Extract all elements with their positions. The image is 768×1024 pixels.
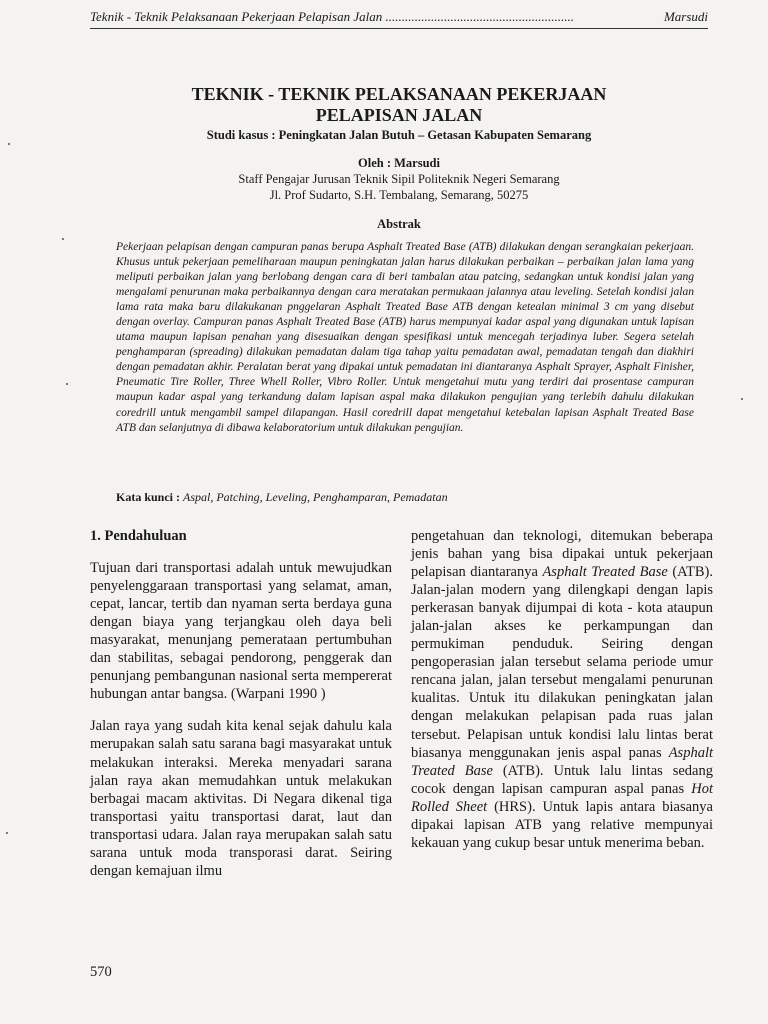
left-column bbox=[90, 527, 392, 894]
running-header-author: Marsudi bbox=[663, 9, 708, 24]
scan-speck bbox=[741, 398, 743, 400]
italic-term: Hot Rolled Sheet bbox=[411, 780, 713, 815]
text-run: (HRS). Untuk lapis antara biasanya dipakai lapisan ATB yang relative mempunyai kekauan yang cukup besar untuk menerima beban. bbox=[411, 798, 713, 851]
right-column bbox=[411, 527, 713, 866]
paragraph: Tujuan dari transportasi adalah untuk mewujudkan penyelenggaraan transportasi yang selamat, aman, cepat, lancar, tertib dan nyaman serta berdaya guna dengan biaya yang terjangkau oleh daya beli masyarakat, menunjang pemerataan pertumbuhan dan stabilitas, sebagai pendorong, penggerak dan penunjang pembangunan nasional serta mempererat hubungan antar bangsa. (Warpani 1990 ) bbox=[90, 560, 392, 703]
author-affiliation: Staff Pengajar Jurusan Teknik Sipil Politeknik Negeri Semarang bbox=[238, 172, 560, 186]
title-block bbox=[90, 84, 708, 232]
abstract-heading: Abstrak bbox=[377, 217, 421, 231]
text-run: pengetahuan dan teknologi, ditemukan beberapa jenis bahan yang bisa dipakai untuk pekerjaan pelapisan diantaranya bbox=[411, 528, 713, 581]
paragraph: Jalan raya yang sudah kita kenal sejak dahulu kala merupakan salah satu sarana bagi masyarakat untuk melakukan interaksi. Mereka menyadari sarana jalan raya akan memudahkan untuk melakukan berbagai macam aktivitas. Di Negara dikenal tiga transportasi yaitu transportasi darat, laut dan transportasi udara. Jalan raya merupakan salah satu sarana untuk moda transporasi darat. Seiring dengan kemajuan ilmu bbox=[90, 718, 392, 879]
paper-title bbox=[90, 84, 708, 126]
paper-subtitle: Studi kasus : Peningkatan Jalan Butuh – Getasan Kabupaten Semarang bbox=[206, 128, 592, 142]
author-name: Oleh : Marsudi bbox=[358, 156, 440, 170]
italic-term: Asphalt Treated Base bbox=[542, 564, 668, 581]
running-header-title: Teknik - Teknik Pelaksanaan Pekerjaan Pelapisan Jalan .......................................................... bbox=[90, 9, 574, 24]
section-heading-pendahuluan: 1. Pendahuluan bbox=[90, 528, 187, 544]
keywords-text: Aspal, Patching, Leveling, Penghamparan, Pemadatan bbox=[183, 490, 448, 504]
abstract-text: Pekerjaan pelapisan dengan campuran panas berupa Asphalt Treated Base (ATB) dilakukan dengan serangkaian pekerjaan. Khusus untuk pekerjaan pemeliharaan maupun peningkatan jalan harus dilakukan perbaikan – perbaikan jalan lama yang meliputi perbaikan jalan yang berlobang dengan cara di beri tambalan atau patcing, sedangkan untuk kondisi jalan yang mengalami penurunan maka perbaikannya dengan cara meratakan permukaan jalannya atau leveling. Setelah kondisi jalan lama rata maka baru dilakukanan pnggelaran Asphalt Treated Base ATB dengan ketealan minimal 3 cm yang disebut dengan overlay. Campuran panas Asphalt Treated Base (ATB) harus mempunyai kadar aspal yang digunakan untuk lapisan utama maupun lapisan penahan yang disesuaikan dengan spesifikasi untuk mencegah terjadinya luber. Segera setelah penghamparan (spreading) dilakukan pemadatan dalam tiga tahap yaitu pemadatan awal, pemadatan tengah dan diakhiri dengan pemadatan akhir. Peralatan berat yang dipakai untuk pemadatan ini diantaranya Asphalt Sprayer, Asphalt Finisher, Pneumatic Tire Roller, Three Whell Roller, Vibro Roller. Untuk mengetahui mutu yang terdiri dai prosentase campuran maupun kadar aspal yang terkandung dalam lapisan aspal maka dilakukon pengujian yang terlebih dahulu dilakukan coredrill untuk mengambil sampel dilapangan. Hasil coredrill dapat mengetahui ketebalan lapisan Asphalt Treated Base ATB dan selanjutnya di dibawa kelaboratorium untuk dilakukan pengujian. bbox=[116, 241, 694, 434]
text-run: (ATB). Jalan-jalan modern yang dilengkapi dengan lapis perkerasan banyak dijumpai di kota - kota ataupun jalan-jalan akses ke perkampungan dan permukiman penduduk. Seiring dengan pengoperasian jalan tersebut selama periode umur rencana jalan, jalan tersebut mengalami penurunan kualitas. Untuk itu dilakukan peningkatan jalan dengan melakukan pelapisan pada ruas jalan tersebut. Pelapisan untuk kondisi lalu lintas berat biasanya menggunakan jenis aspal panas bbox=[411, 564, 713, 761]
running-header bbox=[90, 9, 708, 29]
paper-title-line1: TEKNIK - TEKNIK PELAKSANAAN PEKERJAAN bbox=[191, 84, 607, 104]
keywords bbox=[116, 490, 694, 505]
author-address: Jl. Prof Sudarto, S.H. Tembalang, Semarang, 50275 bbox=[269, 188, 529, 202]
paragraph bbox=[411, 527, 713, 852]
scan-speck bbox=[66, 383, 68, 385]
paper-title-line2: PELAPISAN JALAN bbox=[315, 105, 483, 125]
italic-term: Asphalt Treated Base bbox=[411, 744, 713, 779]
scan-speck bbox=[62, 238, 64, 240]
keywords-label: Kata kunci : bbox=[116, 490, 181, 504]
page-number: 570 bbox=[90, 964, 112, 980]
scan-speck bbox=[6, 832, 8, 834]
text-run: (ATB). Untuk lalu lintas sedang cocok dengan lapisan campuran aspal panas bbox=[411, 762, 713, 797]
scan-speck bbox=[8, 143, 10, 145]
